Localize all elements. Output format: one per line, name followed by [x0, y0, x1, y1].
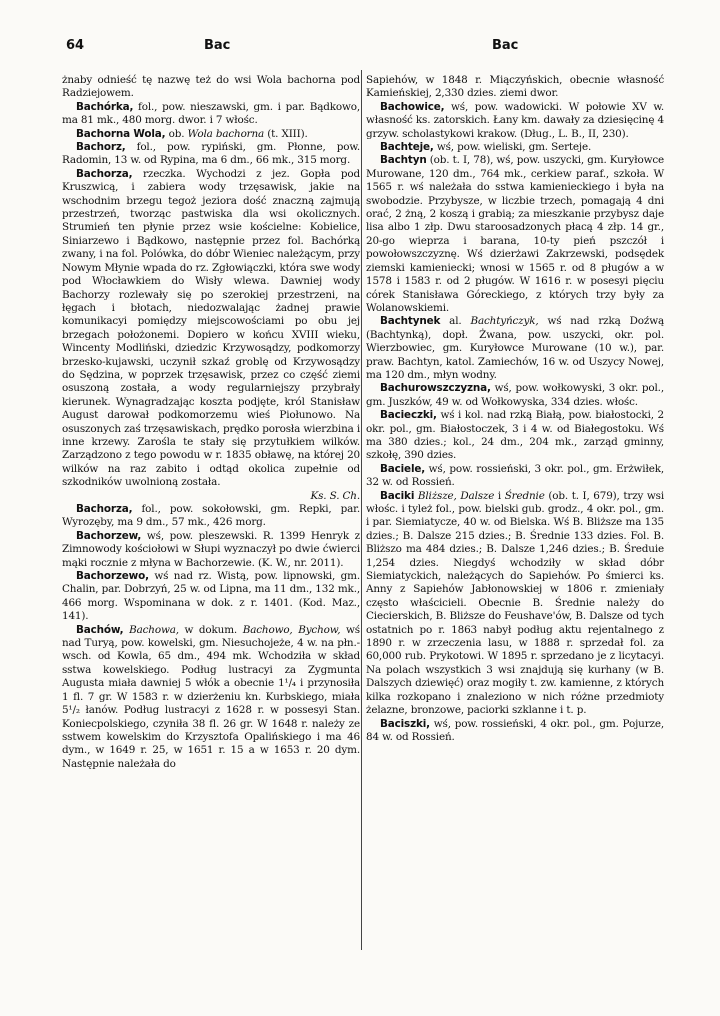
dictionary-entry [366, 101, 664, 141]
entry-variant: Bachtyńczyk, [470, 315, 539, 328]
entry-text: wś, pow. wadowicki. W połowie XV w. własność ks. zatorskich. Łany km. dawały za dziesięcinę 4 grzyw. scholastykowi krakow. (Dług., L. B., II, 230). [366, 100, 664, 140]
entry-headword: Bachorna Wola, [76, 127, 166, 140]
entry-variant: Średnie [504, 489, 545, 502]
dictionary-entry [366, 141, 664, 154]
dictionary-entry [366, 490, 664, 718]
entry-text: Sapiehów, w 1848 r. Miączyńskich, obecnie własność Kamieńskiej, 2,330 dzies. ziemi dwor. [366, 74, 664, 100]
dictionary-entry [366, 154, 664, 315]
entry-text: wś i kol. nad rzką Białą, pow. białostocki, 2 okr. pol., gm. Białostoczek, 3 i 4 w. od Białegostoku. Wś ma 380 dzies.; kol., 24 dm., 204 mk., zarząd gminny, szkołę, 390 dzies. [366, 409, 664, 462]
entry-variant: Bliższe, Dalsze [414, 489, 495, 502]
entry-headword: Bachowice, [380, 100, 445, 113]
entry-text: wś, pow. pleszewski. R. 1399 Henryk z Zimnowody kościołowi w Słupi wyznaczył po dwie ćwierci mąki rocznie z młyna w Bachorzewie. (K. W., nr. 2011). [62, 529, 360, 569]
author-signature [62, 490, 360, 503]
dictionary-entry [62, 570, 360, 624]
entry-text: i [494, 489, 505, 502]
entry-text: (ob. t. I, 78), wś, pow. uszycki, gm. Kuryłowce Murowane, 120 dm., 764 mk., cerkiew paraf., szkoła. W 1565 r. wś należała do sstwa kamienieckiego i była na swobodzie. Przybysze, w liczbie trzech, pomagają 4 dni orać, 2 żną, 2 koszą i grabią; za mieszkanie przybysz daje lisa albo 1 złp. Dwu staroosadzonych płacą 4 złp. 14 gr., 20-go wieprza i barana, 10-ty pień pszczół i powołowszczyznę. Wś dzierżawi Zakrzewski, podsędek ziemski kamieniecki; wnosi w 1565 r. od 8 pługów a w 1578 i 1583 r. od 2 pługów. W 1616 r. w posesyi pięciu córek Stanisława Góreckiego, z których trzy były za Wolanowskiemi. [366, 154, 664, 314]
entry-headword: Bachtynek [380, 315, 441, 328]
entry-headword: Baciki [380, 489, 415, 502]
dictionary-entry [62, 503, 360, 530]
right-column [366, 74, 664, 744]
entry-headword: Bachorza, [76, 167, 133, 180]
dictionary-entry [62, 530, 360, 570]
entry-headword: Bachteje, [380, 141, 434, 154]
dictionary-entry [366, 409, 664, 463]
dictionary-entry [62, 168, 360, 490]
running-header [0, 38, 720, 56]
entry-text: wś nad rz. Wistą, pow. lipnowski, gm. Chalin, par. Dobrzyń, 25 w. od Lipna, ma 11 dm., 132 mk., 466 morg. Wspominana w dok. z r. 1401. (Kod. Maz., 141). [62, 570, 360, 623]
entry-variant: Bachowo, Bychow, [242, 623, 341, 636]
entry-headword: Bachorz, [76, 141, 126, 154]
dictionary-entry [366, 315, 664, 382]
entry-text: (t. XIII). [264, 127, 308, 140]
entry-headword: Bachtyn [380, 154, 427, 167]
dictionary-entry [366, 382, 664, 409]
dictionary-entry [62, 128, 360, 141]
continued-text [366, 74, 664, 101]
entry-headword: Bachorzew, [76, 529, 142, 542]
page-number: 64 [66, 38, 85, 53]
entry-text: żnaby odnieść tę nazwę też do wsi Wola bachorna pod Radziejowem. [62, 74, 360, 100]
entry-headword: Bachów, [76, 623, 124, 636]
left-column [62, 74, 360, 771]
entry-text: al. [440, 315, 471, 328]
entry-text: wś, pow. wieliski, gm. Serteje. [433, 141, 592, 154]
dictionary-entry [366, 718, 664, 745]
entry-text: wś nad Turyą, pow. kowelski, gm. Niesuchojeże, 4 w. na płn.-wsch. od Kowla, 65 dm., 494 mk. Wchodziła w skład sstwa kowelskiego. Podług lustracyi za Zygmunta Augusta miała dawniej 5 włók a obecnie 1¹/₄ i przynosiła 1 fl. 7 gr. W 1583 r. w dzierżeniu kn. Kurbskiego, miała 5¹/₂ łanów. Podług lustracyi z 1628 r. w possesyi Stan. Koniecpolskiego, czyniła 38 fl. 26 gr. W 1648 r. należy ze sstwem kowelskim do Krzysztofa Opalińskiego i ma 46 dym., w 1649 r. 25, w 1651 r. 15 a w 1653 r. 20 dym. Następnie należała do [62, 623, 360, 770]
column-divider [361, 70, 362, 950]
entry-variant: Wola bachorna [187, 127, 265, 140]
entry-text: fol., pow. rypiński, gm. Płonne, pow. Radomin, 13 w. od Rypina, ma 6 dm., 66 mk., 315 morg. [62, 141, 360, 167]
left-running-head: Bac [204, 38, 231, 53]
signature-text: Ks. S. Ch. [310, 489, 360, 502]
dictionary-entry [62, 101, 360, 128]
entry-headword: Bachorzewo, [76, 570, 149, 583]
entry-text: ob. [165, 127, 188, 140]
entry-headword: Bachorza, [76, 503, 133, 515]
entry-text: rzeczka. Wychodzi z jez. Gopła pod Kruszwicą, i zabiera wody trzęsawisk, jakie na wschodnim brzegu tegoż jeziora dość znaczną zajmują przestrzeń, tworząc pastwiska dla wsi okolicznych. Strumień ten płynie przez wsie kościelne: Kobielice, Siniarzewo i Bądkowo, następnie przez fol. Bachórką zwany, i na fol. Polówka, do dóbr Wieniec należącym, przy Nowym Młynie wpada do rz. Zgłowiączki, która swe wody pod Włocławkiem do Wisły wlewa. Dawniej wody Bachorzy rozlewały się po szerokiej przestrzeni, na łęgach i błotach, niedozwalając żadnej prawie komunikacyi pomiędzy miejscowościami po obu jej brzegach położonemi. Dopiero w końcu XVIII wieku, Wincenty Modliński, dziedzic Krzywosądzy, podkomorzy brzesko-kujawski, uczynił szkaź groblę od Krzywosądzy do Sędzina, w poprzek trzęsawisk, przez co część ziemi osuszoną została, a wody regularniejszy przybrały kierunek. Wynagradzając koszta podjęte, król Stanisław August darował podkomorzemu wieś Piołunowo. Na osuszonych zaś trzęsawiskach, prędko porosła wierzbina i inne krzewy. Zarośla te stały się przytułkiem wilków. Zarządzono z tego powodu w r. 1835 obławę, na której 20 wilków na raz zabito i odtąd okolica zupełnie od szkodników uwolnioną została. [62, 167, 360, 489]
entry-text: w dokum. [178, 623, 243, 636]
entry-text: wś, pow. rossieński, 4 okr. pol., gm. Pojurze, 84 w. od Rossień. [366, 717, 664, 743]
entry-text: fol., pow. sokołowski, gm. Repki, par. Wyrozęby, ma 9 dm., 57 mk., 426 morg. [62, 503, 360, 529]
entry-headword: Baciele, [380, 462, 426, 475]
entry-text: fol., pow. nieszawski, gm. i par. Bądkowo, ma 81 mk., 480 morg. dwor. i 7 włośc. [62, 100, 360, 127]
entry-text: wś, pow. rossieński, 3 okr. pol., gm. Erżwiłek, 32 w. od Rossień. [366, 462, 664, 489]
entry-variant: Bachowa, [123, 623, 179, 636]
dictionary-entry [366, 463, 664, 490]
entry-text: (ob. t. I, 679), trzy wsi włośc. i tyleż fol., pow. bielski gub. grodz., 4 okr. pol., gm. i par. Siemiatycze, 40 w. od Bielska. Wś B. Bliższe ma 135 dzies.; B. Dalsze 215 dzies.; B. Średnie 133 dzies. Fol. B. Bliższo ma 484 dzies.; B. Dalsze 1,246 dzies.; B. Średuie 1,254 dzies. Niegdyś wchodziły w skład dóbr Siemiatyckich, należących do Sapiehów. Po śmierci ks. Anny z Sapiehów Jabłonowskiej w 1806 r. zmieniały często właścicieli. Obecnie B. Średnie należy do Ciecierskich, B. Bliższe do Feushave'ów, B. Dalsze od tych ostatnich po r. 1863 nabył podług aktu rejentalnego z 1890 r. w zrzeczenia lasu, w 1888 r. sprzedał fol. za 60,000 rub. Prykotowi. W 1895 r. sprzedano je z licytacyi. Na polach wszystkich 3 wsi znajdują się kurhany (w B. Dalszych dziewięć) oraz mogiły t. zw. kamienne, z których kilka rozkopano i znaleziono w nich różne przedmioty żelazne, bronzowe, paciorki szklanne i t. p. [366, 489, 664, 717]
entry-text: wś, pow. wołkowyski, 3 okr. pol., gm. Juszków, 49 w. od Wołkowyska, 334 dzies. włośc. [366, 382, 664, 408]
dictionary-entry [62, 141, 360, 168]
entry-headword: Bachurowszczyzna, [380, 382, 491, 395]
entry-headword: Baciszki, [380, 717, 430, 730]
right-running-head: Bac [492, 38, 519, 53]
dictionary-entry [62, 624, 360, 771]
entry-text: wś nad rzką Doźwą (Bachtynką), dopł. Żwana, pow. uszycki, okr. pol. Wierzbowiec, gm. Kuryłowce Murowane (10 w.), par. praw. Bachtyn, katol. Zamiechów, 16 w. od Uszycy Nowej, ma 120 dm., młyn wodny. [366, 315, 664, 381]
entry-headword: Bachórka, [76, 100, 134, 113]
entry-headword: Bacieczki, [380, 409, 437, 422]
continued-text [62, 74, 360, 101]
